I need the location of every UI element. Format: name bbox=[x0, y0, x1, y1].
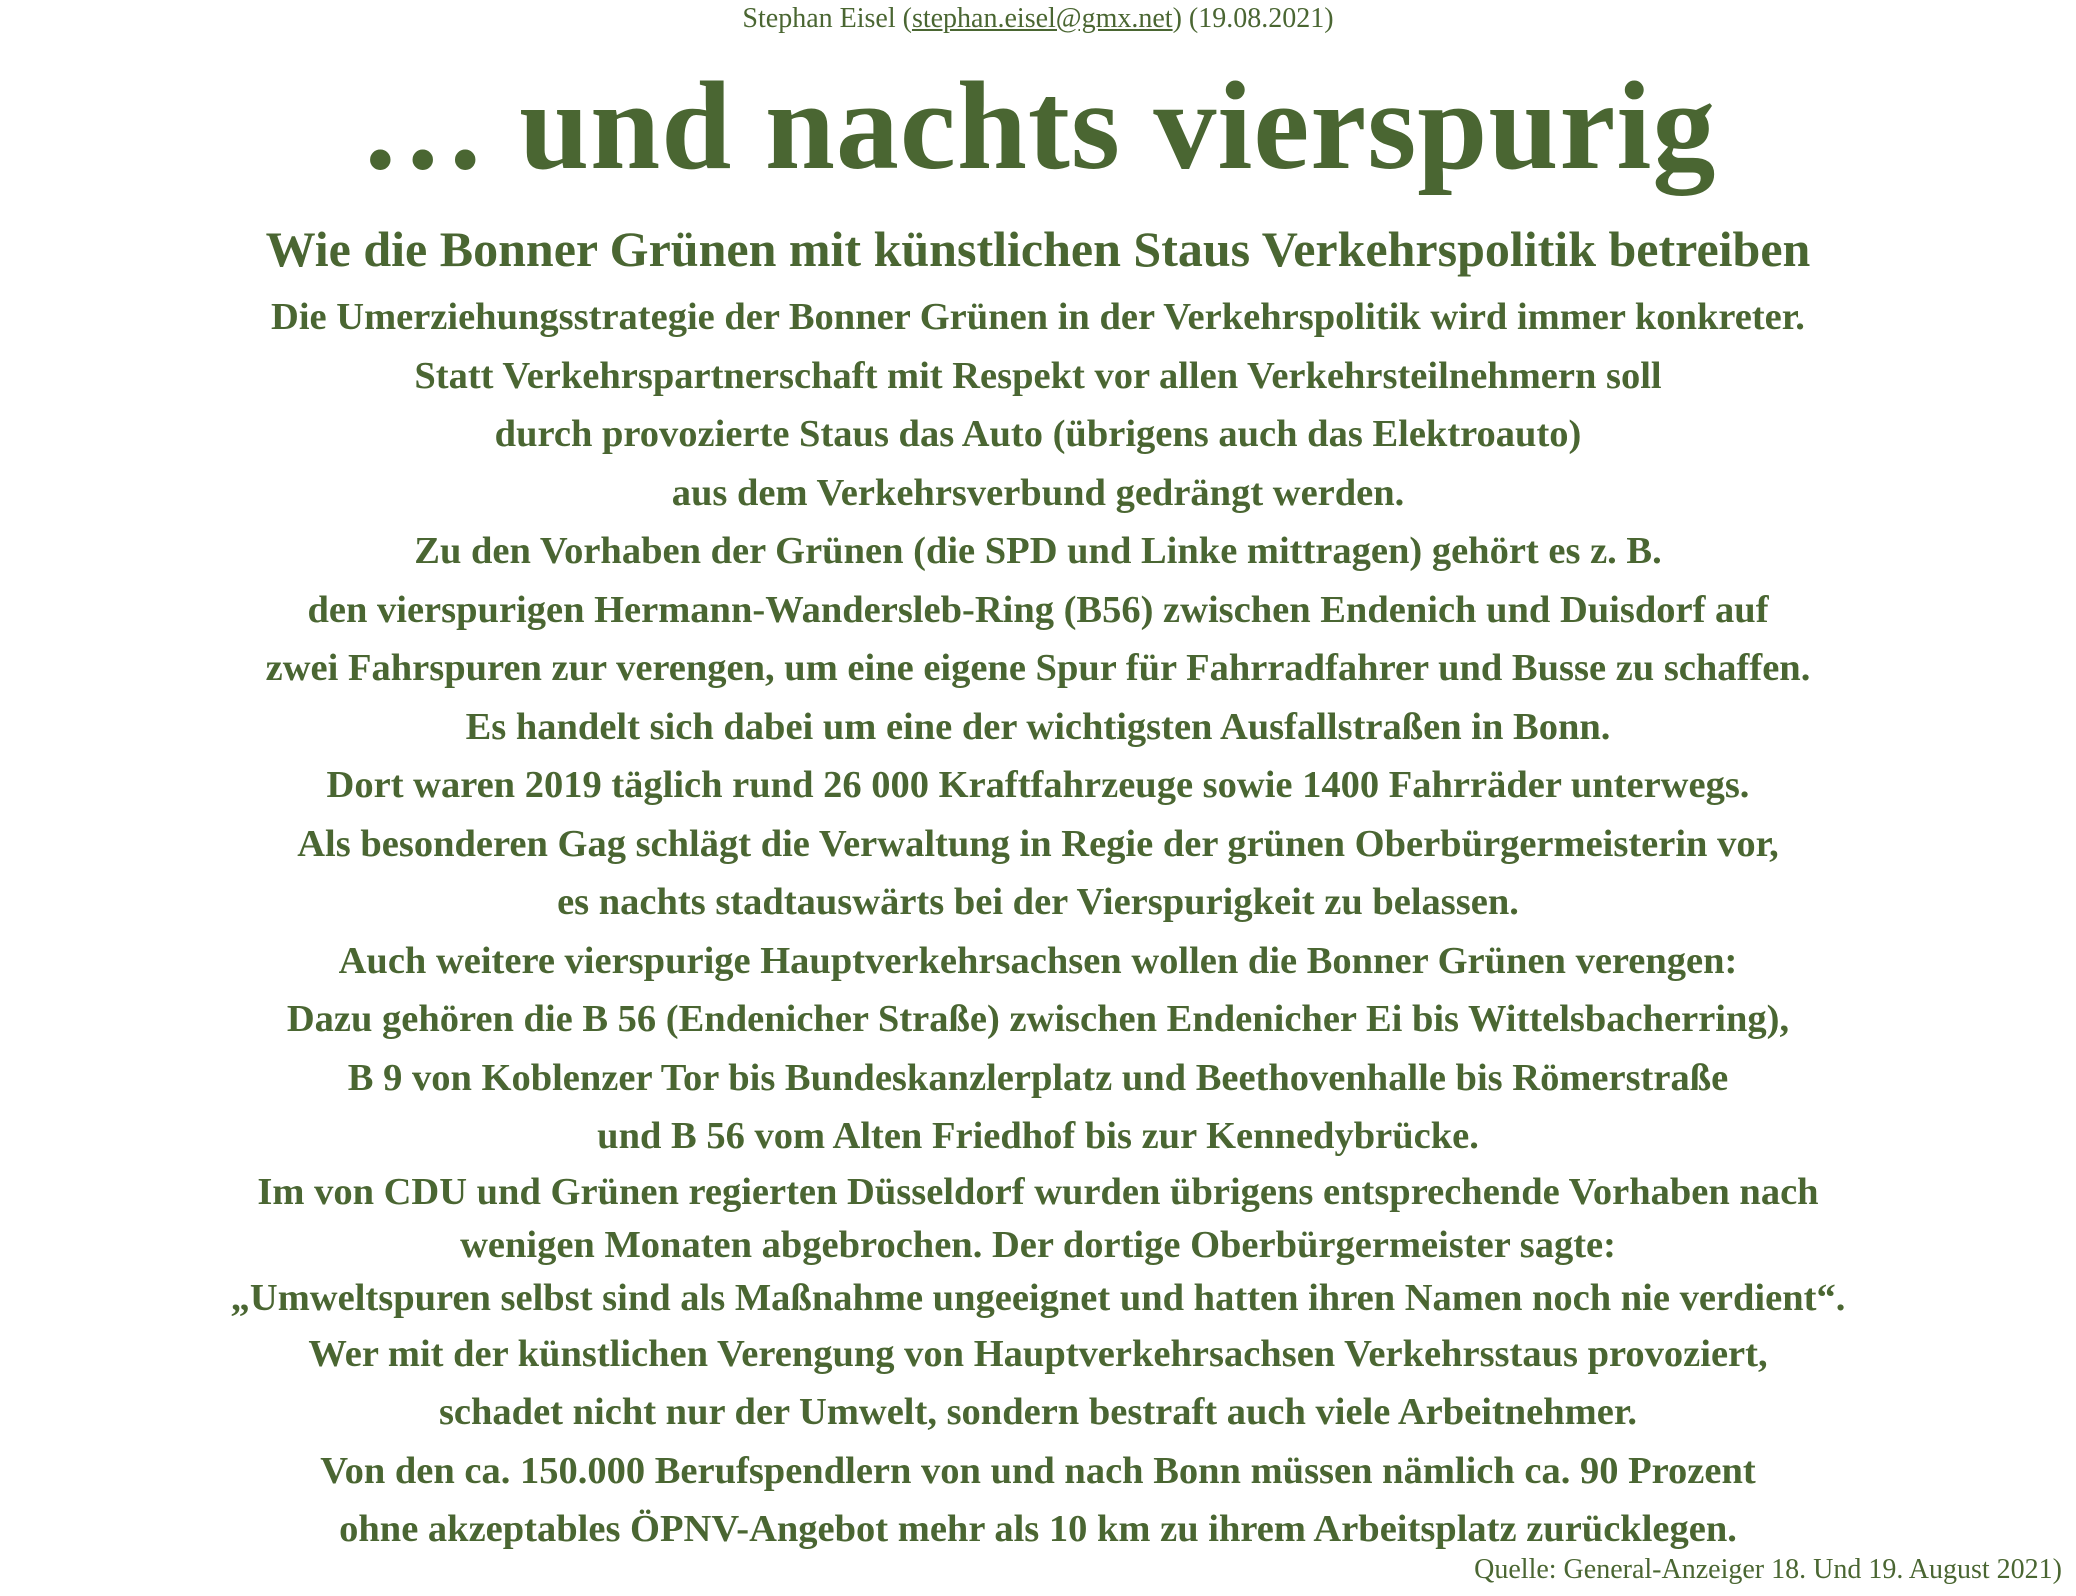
body-line: wenigen Monaten abgebrochen. Der dortige Oberbürgermeister sagte: bbox=[460, 1223, 1616, 1266]
body-line: zwei Fahrspuren zur verengen, um eine eigene Spur für Fahrradfahrer und Busse zu schaffen. bbox=[265, 647, 1811, 689]
body-line: Es handelt sich dabei um eine der wichtigsten Ausfallstraßen in Bonn. bbox=[465, 705, 1611, 748]
source-note: Quelle: General-Anzeiger 18. Und 19. August 2021) bbox=[1474, 1554, 2062, 1585]
body-line: Wer mit der künstlichen Verengung von Hauptverkehrsachsen Verkehrsstaus provoziert, bbox=[308, 1332, 1768, 1375]
body-line: und B 56 vom Alten Friedhof bis zur Kennedybrücke. bbox=[597, 1115, 1479, 1157]
body-line: Statt Verkehrspartnerschaft mit Respekt vor allen Verkehrsteilnehmern soll bbox=[414, 354, 1662, 397]
body-line: Die Umerziehungsstrategie der Bonner Grünen in der Verkehrspolitik wird immer konkreter. bbox=[271, 296, 1805, 338]
author-name: Stephan Eisel bbox=[742, 3, 896, 34]
body-line: Dort waren 2019 täglich rund 26 000 Kraftfahrzeuge sowie 1400 Fahrräder unterwegs. bbox=[326, 764, 1750, 806]
body-line: ohne akzeptables ÖPNV-Angebot mehr als 10 km zu ihrem Arbeitsplatz zurücklegen. bbox=[339, 1508, 1737, 1550]
author-line: Stephan Eisel (stephan.eisel@gmx.net) (19.08.2021) bbox=[742, 3, 1334, 34]
body-line: durch provozierte Staus das Auto (übrigens auch das Elektroauto) bbox=[494, 413, 1582, 455]
body-line: schadet nicht nur der Umwelt, sondern bestraft auch viele Arbeitnehmer. bbox=[438, 1391, 1638, 1433]
body-line: den vierspurigen Hermann-Wandersleb-Ring (B56) zwischen Endenich und Duisdorf auf bbox=[307, 588, 1769, 631]
body-line: aus dem Verkehrsverbund gedrängt werden. bbox=[671, 471, 1405, 514]
publish-date: (19.08.2021) bbox=[1188, 3, 1334, 34]
body-line: B 9 von Koblenzer Tor bis Bundeskanzlerplatz und Beethovenhalle bis Römerstraße bbox=[347, 1056, 1729, 1099]
body-text bbox=[0, 288, 2076, 1559]
page-title: … und nachts vierspurig bbox=[359, 57, 1717, 196]
body-line: es nachts stadtauswärts bei der Vierspurigkeit zu belassen. bbox=[557, 881, 1519, 923]
body-line: Als besonderen Gag schlägt die Verwaltung in Regie der grünen Oberbürgermeisterin vor, bbox=[297, 822, 1779, 865]
author-email-link[interactable]: stephan.eisel@gmx.net bbox=[911, 3, 1173, 34]
body-line: Zu den Vorhaben der Grünen (die SPD und Linke mittragen) gehört es z. B. bbox=[414, 530, 1662, 572]
page-subtitle: Wie die Bonner Grünen mit künstlichen Staus Verkehrspolitik betreiben bbox=[265, 221, 1811, 277]
body-line: Im von CDU und Grünen regierten Düsseldorf wurden übrigens entsprechende Vorhaben nach bbox=[257, 1170, 1819, 1213]
body-line: Von den ca. 150.000 Berufspendlern von und nach Bonn müssen nämlich ca. 90 Prozent bbox=[320, 1449, 1756, 1492]
body-line: „Umweltspuren selbst sind als Maßnahme ungeeignet und hatten ihren Namen noch nie verdient“. bbox=[230, 1276, 1846, 1319]
body-line: Dazu gehören die B 56 (Endenicher Straße) zwischen Endenicher Ei bis Wittelsbacherring), bbox=[286, 998, 1790, 1040]
body-line: Auch weitere vierspurige Hauptverkehrsachsen wollen die Bonner Grünen verengen: bbox=[338, 939, 1738, 982]
